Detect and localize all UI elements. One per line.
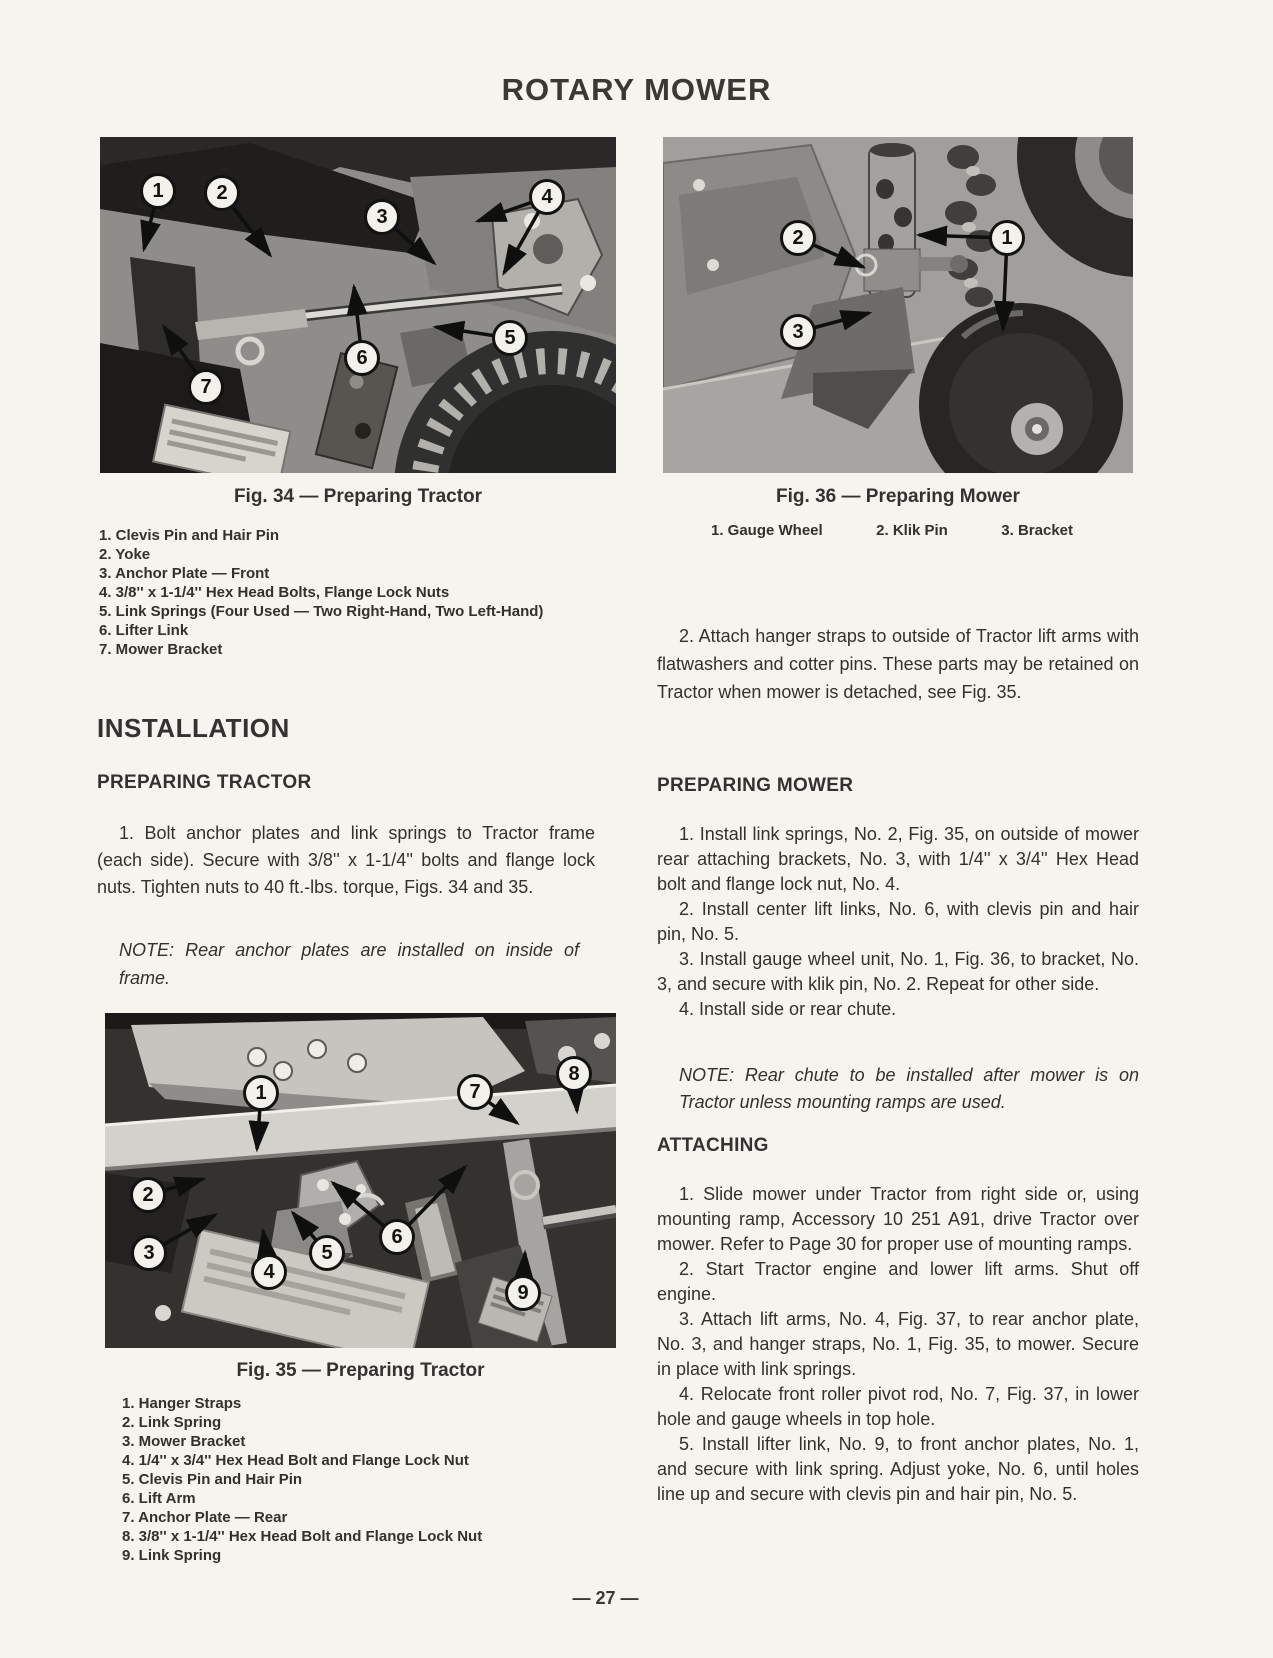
callout-marker: 4	[529, 179, 565, 215]
hanger-straps-step: 2. Attach hanger straps to outside of Tractor lift arms with flatwashers and cotter pins. These parts may be retained on Tractor when mower is detached, see Fig. 35.	[657, 626, 1139, 702]
preparing-mower-steps	[657, 822, 1139, 1022]
parts-list-item: 1. Hanger Straps	[122, 1395, 242, 1412]
step-item: 4. Relocate front roller pivot rod, No. 7, Fig. 37, in lower hole and gauge wheels in top hole.	[657, 1384, 1139, 1429]
page-title: ROTARY MOWER	[501, 72, 772, 107]
section-heading-installation: INSTALLATION	[97, 713, 290, 743]
preparing-tractor-note: NOTE: Rear anchor plates are installed on inside of frame.	[119, 940, 579, 988]
fig34-photo	[100, 137, 616, 473]
parts-list-item: 5. Clevis Pin and Hair Pin	[122, 1471, 303, 1488]
fig36-photo-image	[663, 137, 1133, 473]
callout-marker: 1	[989, 220, 1025, 256]
parts-list-item: 7. Mower Bracket	[99, 641, 223, 658]
section-heading-preparing-mower: PREPARING MOWER	[657, 775, 854, 796]
step-item: 1. Slide mower under Tractor from right side or, using mounting ramp, Accessory 10 251 A91, drive Tractor over mower. Refer to Page 30 for proper use of mounting ramps.	[657, 1184, 1139, 1254]
callout-marker: 2	[780, 220, 816, 256]
fig36-parts-list	[663, 522, 1133, 539]
callout-marker: 9	[505, 1275, 541, 1311]
callout-marker: 3	[780, 314, 816, 350]
attaching-steps	[657, 1182, 1139, 1507]
callout-marker: 6	[344, 340, 380, 376]
step-item: 4. Install side or rear chute.	[679, 999, 897, 1019]
parts-list-item: 1. Clevis Pin and Hair Pin	[99, 527, 280, 544]
callout-marker: 4	[251, 1254, 287, 1290]
callout-marker: 7	[188, 369, 224, 405]
parts-list-item: 3. Bracket	[1001, 522, 1073, 539]
step-item: 3. Install gauge wheel unit, No. 1, Fig. 36, to bracket, No. 3, and secure with klik pin, No. 2. Repeat for other side.	[657, 949, 1139, 994]
parts-list-item: 6. Lift Arm	[122, 1490, 196, 1507]
fig35-photo	[105, 1013, 616, 1348]
callout-marker: 7	[457, 1074, 493, 1110]
callout-marker: 2	[130, 1177, 166, 1213]
callout-marker: 2	[204, 175, 240, 211]
parts-list-item: 2. Klik Pin	[876, 522, 948, 539]
fig34-parts-list	[99, 526, 543, 659]
callout-marker: 5	[492, 320, 528, 356]
fig36-caption: Fig. 36 — Preparing Mower	[776, 486, 1020, 507]
parts-list-item: 5. Link Springs (Four Used — Two Right-Hand, Two Left-Hand)	[99, 603, 544, 620]
parts-list-item: 1. Gauge Wheel	[711, 522, 823, 539]
page-number: — 27 —	[572, 1588, 639, 1608]
step-item: 2. Install center lift links, No. 6, with clevis pin and hair pin, No. 5.	[657, 899, 1139, 944]
preparing-tractor-step: 1. Bolt anchor plates and link springs to Tractor frame (each side). Secure with 3/8'' x 1-1/4'' bolts and flange lock nuts. Tighten nuts to 40 ft.-lbs. torque, Figs. 34 and 35.	[97, 823, 595, 897]
callout-marker: 1	[140, 173, 176, 209]
parts-list-item: 4. 1/4'' x 3/4'' Hex Head Bolt and Flange Lock Nut	[122, 1452, 469, 1469]
fig35-parts-list	[122, 1394, 482, 1565]
callout-marker: 8	[556, 1056, 592, 1092]
parts-list-item: 2. Yoke	[99, 546, 151, 563]
fig36-photo	[663, 137, 1133, 473]
callout-marker: 3	[131, 1235, 167, 1271]
fig34-caption: Fig. 34 — Preparing Tractor	[233, 486, 483, 507]
step-item: 3. Attach lift arms, No. 4, Fig. 37, to rear anchor plate, No. 3, and hanger straps, No. 1, Fig. 35, to mower. Secure in place with link springs.	[657, 1309, 1139, 1379]
parts-list-item: 7. Anchor Plate — Rear	[122, 1509, 288, 1526]
callout-marker: 5	[309, 1235, 345, 1271]
step-item: 5. Install lifter link, No. 9, to front anchor plates, No. 1, and secure with link spring. Adjust yoke, No. 6, until holes line up and secure with clevis pin and hair pin, No. 5.	[657, 1434, 1139, 1504]
parts-list-item: 6. Lifter Link	[99, 622, 189, 639]
step-item: 2. Start Tractor engine and lower lift arms. Shut off engine.	[657, 1259, 1139, 1304]
parts-list-item: 9. Link Spring	[122, 1547, 222, 1564]
section-heading-attaching: ATTACHING	[657, 1135, 769, 1156]
parts-list-item: 2. Link Spring	[122, 1414, 222, 1431]
parts-list-item: 3. Anchor Plate — Front	[99, 565, 270, 582]
callout-marker: 1	[243, 1075, 279, 1111]
fig35-caption: Fig. 35 — Preparing Tractor	[236, 1360, 485, 1381]
section-heading-preparing-tractor: PREPARING TRACTOR	[97, 772, 312, 793]
parts-list-item: 3. Mower Bracket	[122, 1433, 246, 1450]
step-item: 1. Install link springs, No. 2, Fig. 35, on outside of mower rear attaching brackets, No. 3, with 1/4'' x 3/4'' Hex Head bolt and flange lock nut, No. 4.	[657, 824, 1139, 894]
callout-marker: 3	[364, 199, 400, 235]
parts-list-item: 4. 3/8'' x 1-1/4'' Hex Head Bolts, Flange Lock Nuts	[99, 584, 450, 601]
preparing-mower-note: NOTE: Rear chute to be installed after mower is on Tractor unless mounting ramps are used.	[679, 1065, 1139, 1112]
callout-marker: 6	[379, 1219, 415, 1255]
parts-list-item: 8. 3/8'' x 1-1/4'' Hex Head Bolt and Flange Lock Nut	[122, 1528, 483, 1545]
